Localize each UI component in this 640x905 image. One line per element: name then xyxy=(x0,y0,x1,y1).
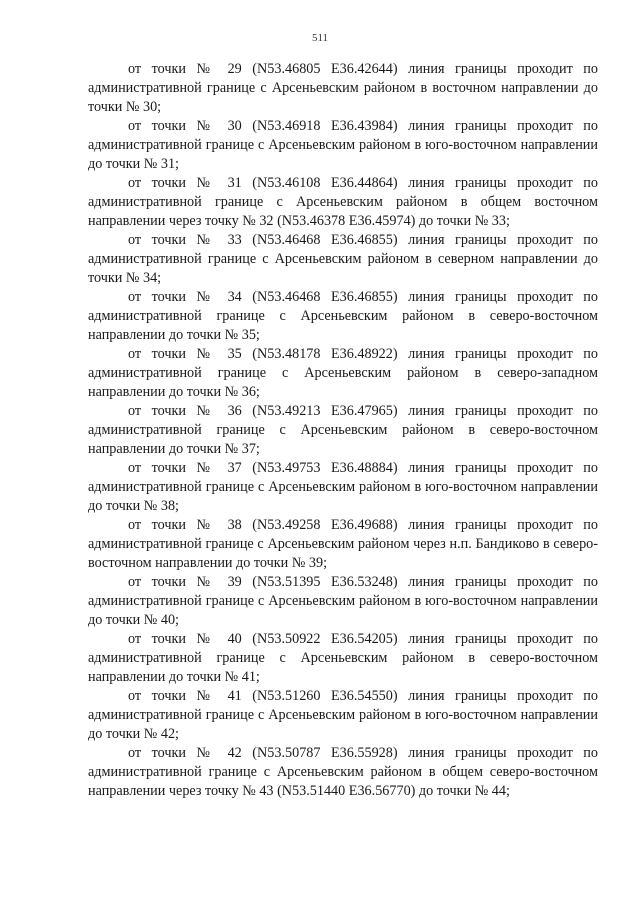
paragraph: от точки № 36 (N53.49213 E36.47965) линия границы проходит по административной границе с Арсеньевским районом в северо-восточном направлении до точки № 37; xyxy=(88,403,598,457)
paragraph: от точки № 31 (N53.46108 E36.44864) линия границы проходит по административной границе с Арсеньевским районом в общем восточном направлении через точку № 32 (N53.46378 E36.45974) до точки № 33; xyxy=(88,175,598,229)
paragraph: от точки № 40 (N53.50922 E36.54205) линия границы проходит по административной границе с Арсеньевским районом в северо-восточном направлении до точки № 41; xyxy=(88,631,598,685)
paragraph: от точки № 37 (N53.49753 E36.48884) линия границы проходит по административной границе с Арсеньевским районом в юго-восточном направлении до точки № 38; xyxy=(88,460,598,514)
paragraph: от точки № 38 (N53.49258 E36.49688) линия границы проходит по административной границе с Арсеньевским районом через н.п. Бандиково в северо-восточном направлении до точки № 39; xyxy=(88,517,598,571)
document-body xyxy=(88,60,598,801)
paragraph: от точки № 39 (N53.51395 E36.53248) линия границы проходит по административной границе с Арсеньевским районом в юго-восточном направлении до точки № 40; xyxy=(88,574,598,628)
paragraph: от точки № 29 (N53.46805 E36.42644) линия границы проходит по административной границе с Арсеньевским районом в восточном направлении до точки № 30; xyxy=(88,61,598,115)
paragraph: от точки № 33 (N53.46468 E36.46855) линия границы проходит по административной границе с Арсеньевским районом в северном направлении до точки № 34; xyxy=(88,232,598,286)
paragraph: от точки № 30 (N53.46918 E36.43984) линия границы проходит по административной границе с Арсеньевским районом в юго-восточном направлении до точки № 31; xyxy=(88,118,598,172)
paragraph: от точки № 35 (N53.48178 E36.48922) линия границы проходит по административной границе с Арсеньевским районом в северо-западном направлении до точки № 36; xyxy=(88,346,598,400)
paragraph: от точки № 34 (N53.46468 E36.46855) линия границы проходит по административной границе с Арсеньевским районом в северо-восточном направлении до точки № 35; xyxy=(88,289,598,343)
page-number: 511 xyxy=(311,32,329,44)
paragraph: от точки № 42 (N53.50787 E36.55928) линия границы проходит по административной границе с Арсеньевским районом в общем северо-восточном направлении через точку № 43 (N53.51440 E36.56770) до точки № 44; xyxy=(88,745,598,799)
paragraph: от точки № 41 (N53.51260 E36.54550) линия границы проходит по административной границе с Арсеньевским районом в юго-восточном направлении до точки № 42; xyxy=(88,688,598,742)
